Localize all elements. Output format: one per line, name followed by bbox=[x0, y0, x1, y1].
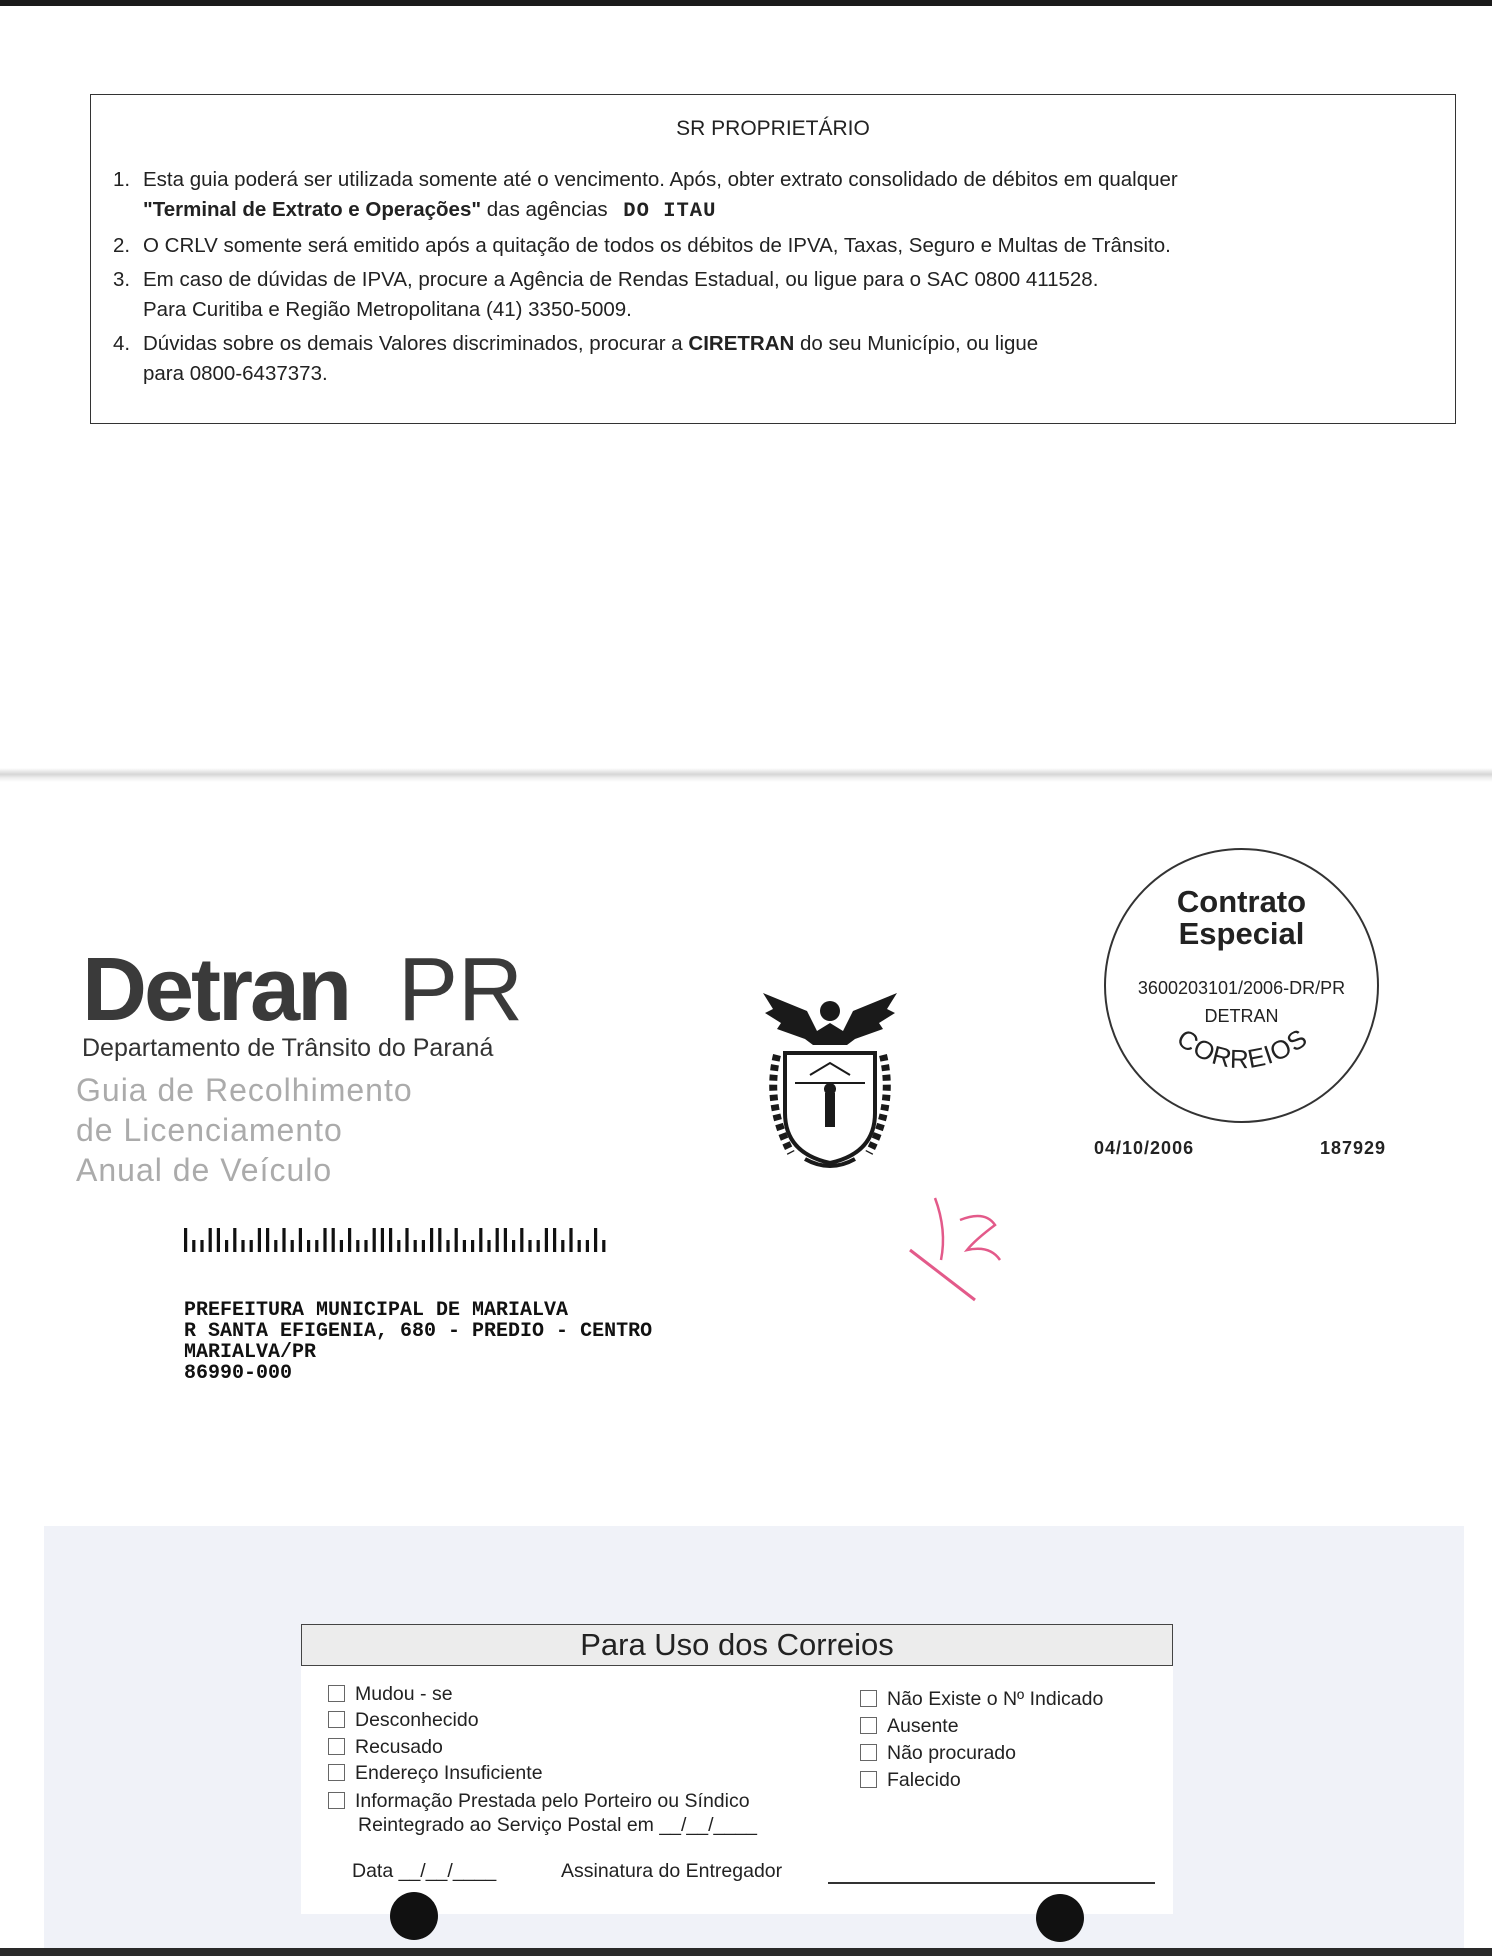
punch-hole bbox=[1036, 1894, 1084, 1942]
barcode-bar bbox=[258, 1228, 261, 1252]
logo-subtitle: Departamento de Trânsito do Paraná bbox=[82, 1034, 494, 1062]
option-endereco-insuficiente[interactable] bbox=[328, 1762, 543, 1784]
barcode-bar bbox=[405, 1228, 408, 1252]
barcode-bar bbox=[356, 1240, 359, 1252]
barcode-bar bbox=[438, 1228, 441, 1252]
notice-item-number: 3. bbox=[113, 268, 131, 291]
option-label: Endereço Insuficiente bbox=[355, 1762, 543, 1784]
barcode-bar bbox=[315, 1240, 318, 1252]
barcode-bar bbox=[594, 1228, 597, 1252]
coat-of-arms-icon bbox=[755, 983, 905, 1173]
barcode-bar bbox=[397, 1240, 400, 1252]
logo-pr-text: PR bbox=[398, 940, 524, 1040]
stamp-code: 187929 bbox=[1320, 1138, 1387, 1158]
barcode-bar bbox=[217, 1228, 220, 1252]
barcode-bar bbox=[348, 1228, 351, 1252]
notice-item-text: Em caso de dúvidas de IPVA, procure a Agência de Rendas Estadual, ou ligue para o SAC 0800 411528. bbox=[143, 268, 1099, 291]
option-informacao-porteiro[interactable] bbox=[328, 1790, 750, 1812]
option-desconhecido[interactable] bbox=[328, 1709, 479, 1731]
paper-fold bbox=[0, 768, 1492, 782]
notice-item-3 bbox=[113, 265, 1443, 325]
scan-bottom-edge bbox=[0, 1948, 1492, 1956]
barcode-bar bbox=[553, 1228, 556, 1252]
barcode-bar bbox=[274, 1240, 277, 1252]
barcode-bar bbox=[282, 1228, 285, 1252]
notice-item-bold: "Terminal de Extrato e Operações" bbox=[143, 198, 482, 221]
option-label: Não Existe o Nº Indicado bbox=[887, 1688, 1104, 1710]
signature-label: Assinatura do Entregador bbox=[561, 1860, 783, 1882]
barcode-bar bbox=[471, 1240, 474, 1252]
option-nao-procurado[interactable] bbox=[860, 1742, 1016, 1764]
option-label: Mudou - se bbox=[355, 1683, 453, 1705]
barcode-bar bbox=[323, 1228, 326, 1252]
barcode-bar bbox=[504, 1228, 507, 1252]
notice-list bbox=[113, 165, 1443, 393]
barcode-bar bbox=[430, 1228, 433, 1252]
barcode-bar bbox=[545, 1228, 548, 1252]
guia-line: Anual de Veículo bbox=[76, 1152, 333, 1188]
notice-item-number: 4. bbox=[113, 332, 131, 355]
guia-line: Guia de Recolhimento bbox=[76, 1072, 413, 1108]
option-mudou-se[interactable] bbox=[328, 1683, 453, 1705]
notice-item-text: para 0800-6437373. bbox=[143, 362, 328, 385]
notice-item-text: Dúvidas sobre os demais Valores discriminados, procurar a bbox=[143, 332, 683, 355]
option-label: Informação Prestada pelo Porteiro ou Síndico bbox=[355, 1790, 750, 1812]
bank-name: DO ITAU bbox=[623, 200, 717, 223]
barcode-bar bbox=[266, 1228, 269, 1252]
notice-item-1 bbox=[113, 165, 1443, 227]
barcode-bar bbox=[209, 1228, 212, 1252]
checkbox[interactable] bbox=[860, 1690, 877, 1707]
checkbox[interactable] bbox=[860, 1744, 877, 1761]
barcode-bar bbox=[561, 1240, 564, 1252]
barcode-bar bbox=[200, 1240, 203, 1252]
option-label: Recusado bbox=[355, 1736, 443, 1758]
barcode-bar bbox=[381, 1228, 384, 1252]
checkbox[interactable] bbox=[328, 1764, 345, 1781]
stamp-org: DETRAN bbox=[1204, 1006, 1279, 1026]
barcode-bar bbox=[487, 1240, 490, 1252]
checkbox[interactable] bbox=[860, 1771, 877, 1788]
stamp-date: 04/10/2006 bbox=[1094, 1138, 1195, 1158]
option-recusado[interactable] bbox=[328, 1736, 443, 1758]
notice-item-text: Para Curitiba e Região Metropolitana (41) 3350-5009. bbox=[143, 298, 632, 321]
svg-text:CORREIOS bbox=[1172, 1022, 1313, 1074]
barcode-bar bbox=[250, 1240, 253, 1252]
notice-item-text: Esta guia poderá ser utilizada somente até o vencimento. Após, obter extrato consolidado de débitos em qualquer bbox=[143, 168, 1178, 191]
barcode-bar bbox=[364, 1240, 367, 1252]
notice-item-text: das agências bbox=[486, 198, 608, 221]
reintegrado-field: Reintegrado ao Serviço Postal em __/__/____ bbox=[358, 1814, 757, 1836]
option-label: Falecido bbox=[887, 1769, 961, 1791]
option-label: Desconhecido bbox=[355, 1709, 479, 1731]
notice-title: SR PROPRIETÁRIO bbox=[676, 117, 870, 140]
checkbox[interactable] bbox=[860, 1717, 877, 1734]
barcode-bar bbox=[520, 1228, 523, 1252]
barcode-bar bbox=[455, 1228, 458, 1252]
barcode-bar bbox=[496, 1228, 499, 1252]
barcode-bar bbox=[340, 1240, 343, 1252]
date-field: Data __/__/____ bbox=[352, 1860, 497, 1882]
address-line: PREFEITURA MUNICIPAL DE MARIALVA bbox=[184, 1299, 569, 1322]
option-ausente[interactable] bbox=[860, 1715, 959, 1737]
address-line: R SANTA EFIGENIA, 680 - PREDIO - CENTRO bbox=[184, 1320, 653, 1343]
notice-item-number: 1. bbox=[113, 168, 131, 191]
barcode-bar bbox=[512, 1240, 515, 1252]
barcode-bar bbox=[414, 1240, 417, 1252]
stamp-correios-arc bbox=[1104, 848, 1379, 1123]
barcode-bar bbox=[225, 1240, 228, 1252]
notice-item-bold: CIRETRAN bbox=[688, 332, 795, 355]
barcode-bar bbox=[479, 1228, 482, 1252]
correios-box-title: Para Uso dos Correios bbox=[301, 1624, 1173, 1666]
barcode-bar bbox=[569, 1228, 572, 1252]
address-line: 86990-000 bbox=[184, 1362, 293, 1385]
barcode-bar bbox=[241, 1240, 244, 1252]
barcode-bar bbox=[307, 1240, 310, 1252]
barcode-bar bbox=[586, 1240, 589, 1252]
checkbox[interactable] bbox=[328, 1711, 345, 1728]
stamp-correios-text: CORREIOS bbox=[1171, 1022, 1314, 1075]
handwritten-mark bbox=[905, 1190, 1005, 1310]
address-line: MARIALVA/PR bbox=[184, 1341, 317, 1364]
barcode-bar bbox=[332, 1228, 335, 1252]
checkbox[interactable] bbox=[328, 1792, 345, 1809]
logo-detran-text: Detran bbox=[82, 940, 350, 1040]
barcode-bar bbox=[446, 1240, 449, 1252]
guia-line: de Licenciamento bbox=[76, 1112, 343, 1148]
barcode-bar bbox=[528, 1240, 531, 1252]
punch-hole bbox=[390, 1892, 438, 1940]
scan-top-edge bbox=[0, 0, 1492, 6]
barcode-bar bbox=[578, 1240, 581, 1252]
checkbox[interactable] bbox=[328, 1685, 345, 1702]
barcode-bar bbox=[422, 1240, 425, 1252]
barcode-bar bbox=[602, 1240, 605, 1252]
option-label: Não procurado bbox=[887, 1742, 1016, 1764]
stamp-title-line: Contrato bbox=[1176, 884, 1307, 919]
option-label: Ausente bbox=[887, 1715, 959, 1737]
checkbox[interactable] bbox=[328, 1738, 345, 1755]
signature-line bbox=[828, 1882, 1155, 1884]
option-falecido[interactable] bbox=[860, 1769, 961, 1791]
option-nao-existe[interactable] bbox=[860, 1688, 1103, 1710]
recipient-address bbox=[184, 1300, 652, 1384]
barcode-bar bbox=[184, 1228, 187, 1252]
notice-item-number: 2. bbox=[113, 234, 131, 257]
notice-item-2 bbox=[113, 231, 1443, 261]
guia-title bbox=[76, 1070, 413, 1190]
barcode-bar bbox=[291, 1240, 294, 1252]
notice-box bbox=[90, 94, 1456, 424]
stamp-title-line: Especial bbox=[1178, 916, 1305, 951]
notice-item-text: O CRLV somente será emitido após a quitação de todos os débitos de IPVA, Taxas, Seguro e Multas de Trânsito. bbox=[143, 234, 1171, 257]
barcode-bar bbox=[373, 1228, 376, 1252]
stamp-contract-number: 3600203101/2006-DR/PR bbox=[1137, 978, 1346, 998]
barcode-bar bbox=[299, 1228, 302, 1252]
barcode-bar bbox=[537, 1240, 540, 1252]
barcode-bar bbox=[463, 1240, 466, 1252]
notice-item-4 bbox=[113, 329, 1443, 389]
barcode-bar bbox=[389, 1228, 392, 1252]
barcode-bar bbox=[192, 1240, 195, 1252]
notice-item-text: do seu Município, ou ligue bbox=[800, 332, 1039, 355]
postal-barcode bbox=[184, 1226, 624, 1252]
barcode-bar bbox=[233, 1228, 236, 1252]
